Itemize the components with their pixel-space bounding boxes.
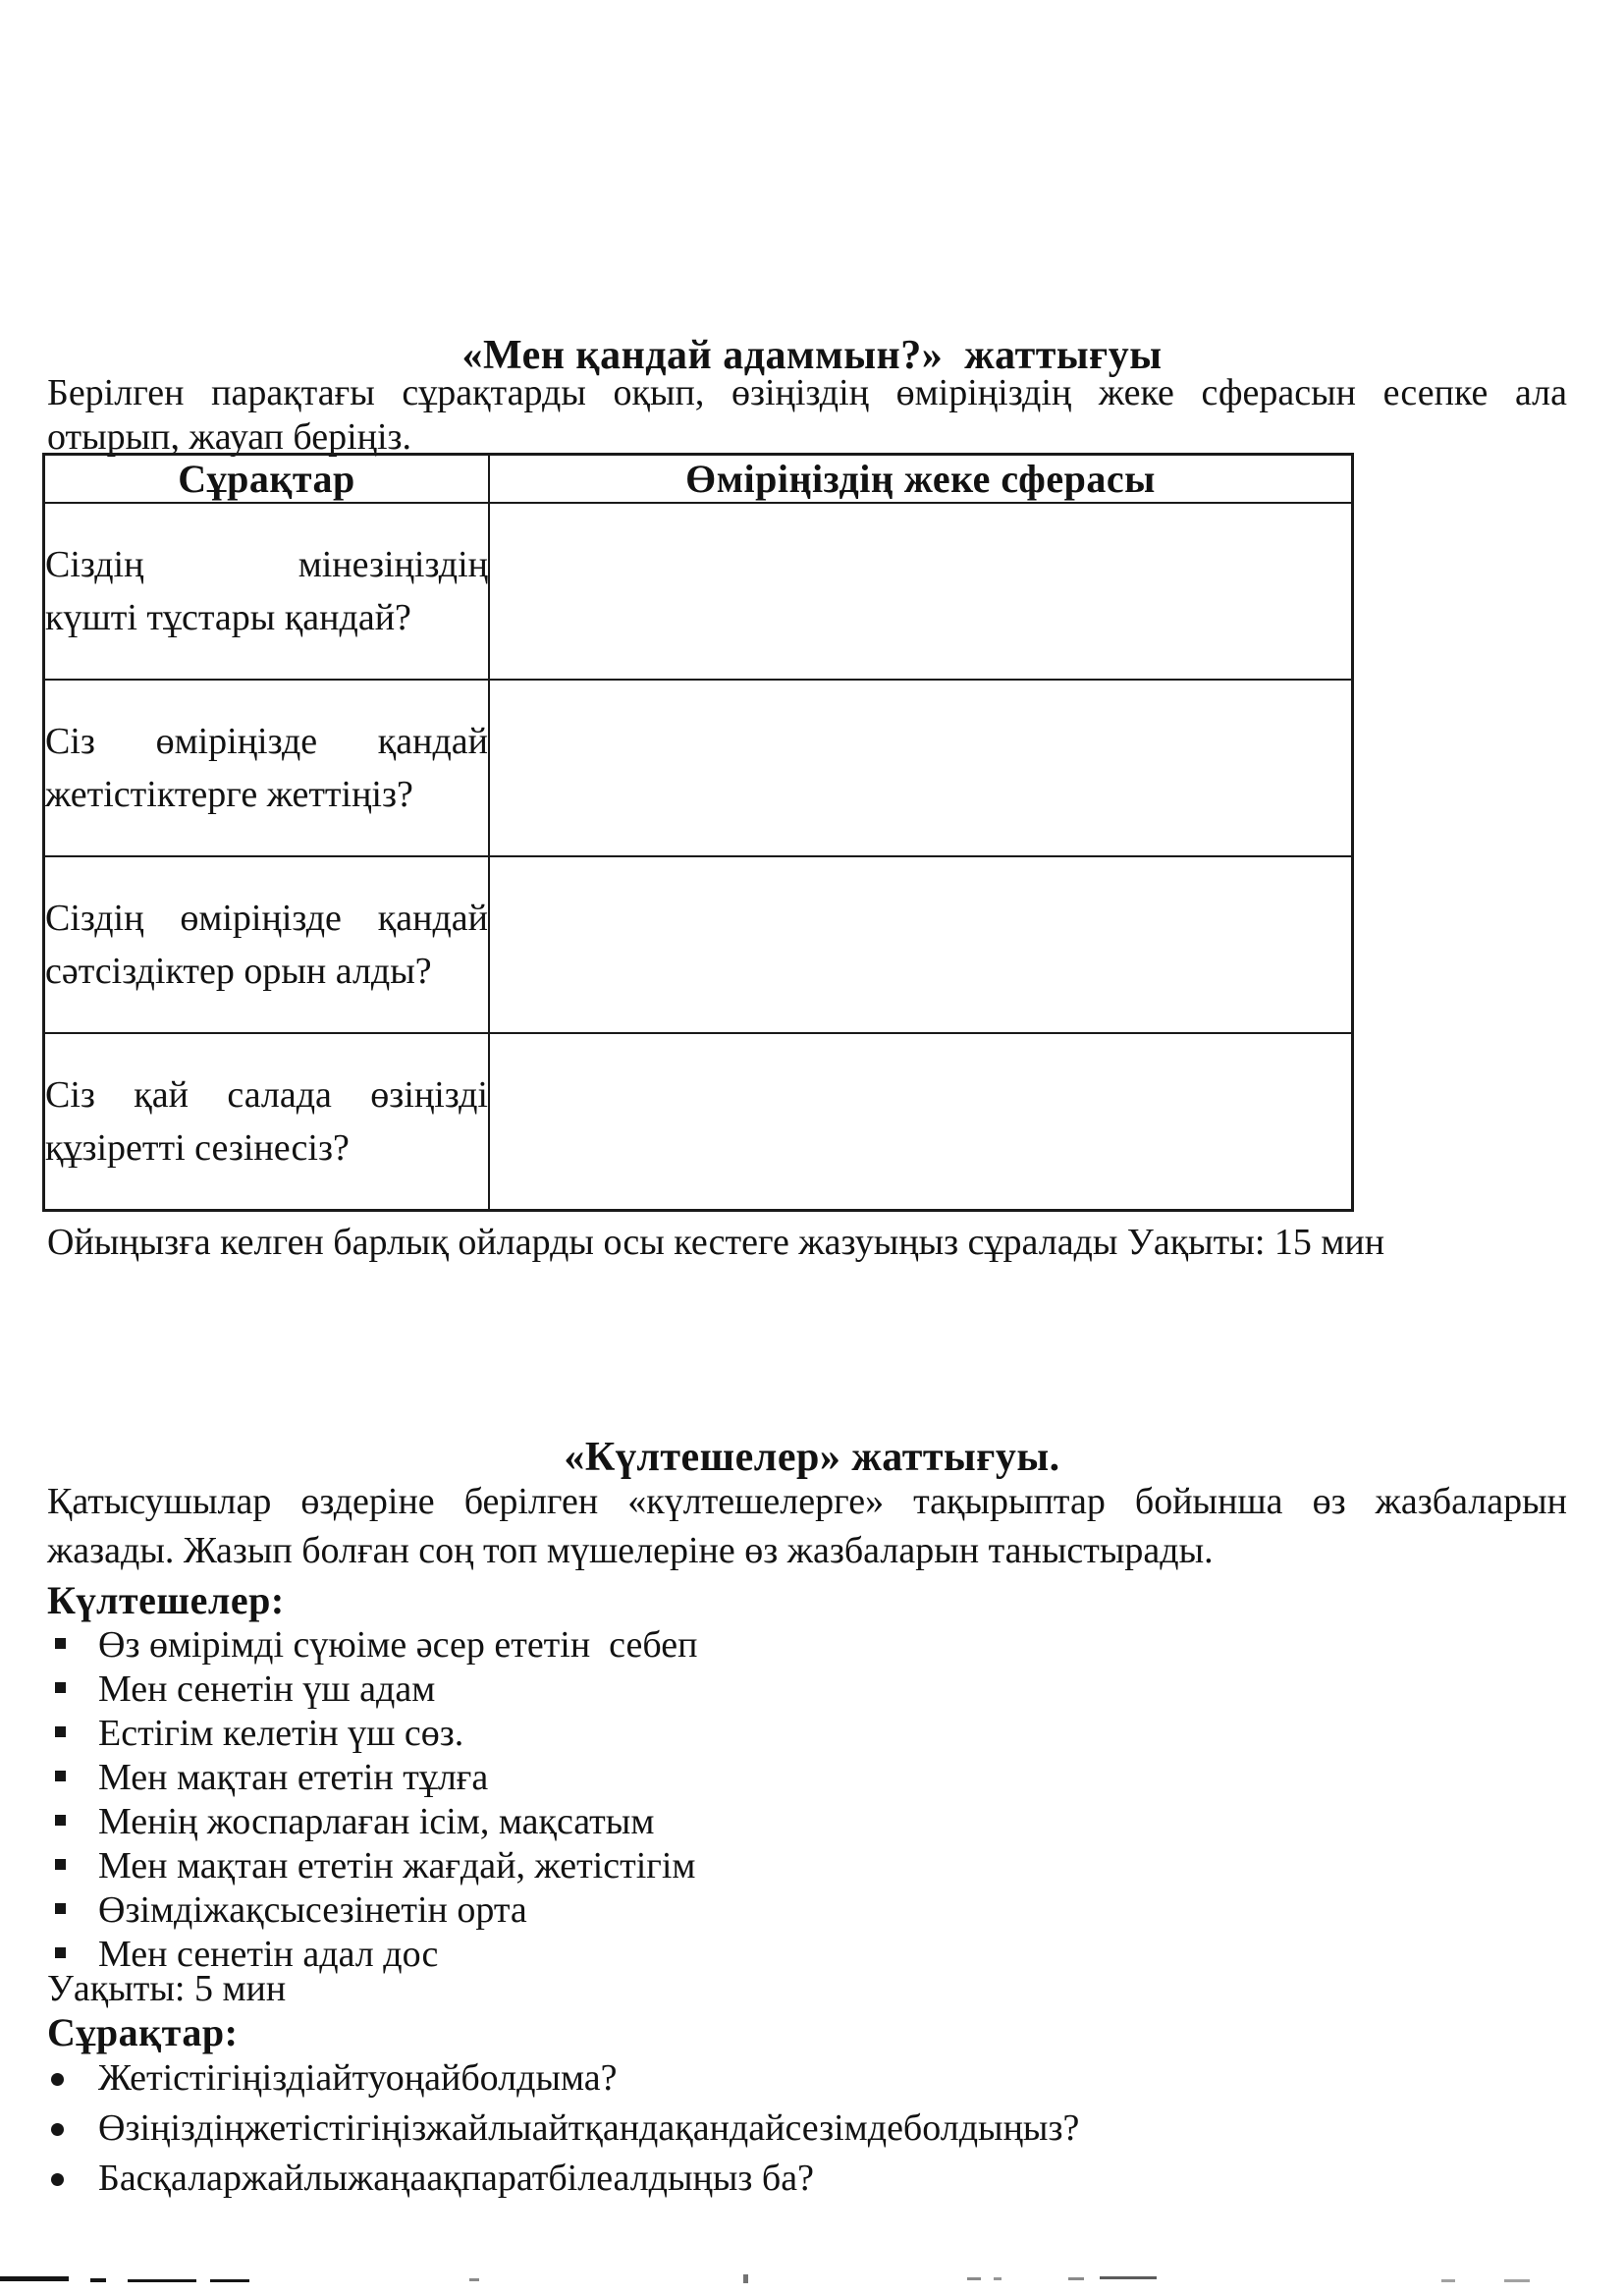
kultesheler-list xyxy=(47,1623,1520,1977)
list-item: Мен сенетін үш адам xyxy=(47,1667,1520,1712)
text-line: жазады. Жазып болған соң топ мүшелеріне өз жазбаларын таныстырады. xyxy=(47,1530,1214,1571)
answer-cell xyxy=(489,856,1353,1033)
list-item: Мен сенетін адал дос xyxy=(47,1933,1520,1977)
personal-sphere-column-header: Өміріңіздің жеке сферасы xyxy=(489,455,1353,504)
list-item: Өзімдіжақсысезінетін орта xyxy=(47,1888,1520,1933)
question-cell xyxy=(44,856,490,1033)
table-row xyxy=(44,503,1353,680)
exercise2-title: «Күлтешелер» жаттығуы. xyxy=(564,1435,1060,1480)
list-item: Жетістігіңіздіайтуоңайболдыма? xyxy=(47,2056,1520,2106)
question-cell xyxy=(44,1033,490,1211)
exercise2-intro xyxy=(47,1477,1567,1575)
questions-table xyxy=(42,453,1354,1212)
questions-label: Сұрақтар: xyxy=(47,2010,239,2054)
table-row xyxy=(44,856,1353,1033)
text-line: отырып, жауап беріңіз. xyxy=(47,416,412,458)
list-item: Мен мақтан ететін тұлға xyxy=(47,1756,1520,1800)
exercise1-intro xyxy=(47,371,1567,460)
question-cell xyxy=(44,503,490,680)
list-item: Өзіңіздіңжетістігіңізжайлыайтқандақандайсезімдеболдыңыз? xyxy=(47,2106,1520,2157)
questions-table-body xyxy=(44,503,1353,1211)
list-item: Естігім келетін үш сөз. xyxy=(47,1712,1520,1756)
question-line: сәтсіздіктер орын алды? xyxy=(45,951,432,992)
question-line: жетістіктерге жеттіңіз? xyxy=(45,774,413,815)
question-line: Сіз өміріңізде қандай xyxy=(45,721,488,762)
table-row xyxy=(44,1033,1353,1211)
answer-cell xyxy=(489,503,1353,680)
question-line: құзіретті сезінесіз? xyxy=(45,1127,350,1169)
text-line: Қатысушылар өздеріне берілген «күлтешелерге» тақырыптар бойынша өз жазбаларын xyxy=(47,1481,1567,1522)
exercise1-title: «Мен қандай адаммын?» жаттығуы xyxy=(461,333,1163,378)
table-footnote: Ойыңызға келген барлық ойларды осы кестеге жазуыңыз сұралады Уақыты: 15 мин xyxy=(47,1222,1385,1263)
question-line: Сіздің мінезіңіздің xyxy=(45,544,488,585)
question-line: күшті тұстары қандай? xyxy=(45,597,411,638)
questions-column-header: Сұрақтар xyxy=(44,455,490,504)
question-line: Сіздің өміріңізде қандай xyxy=(45,898,488,939)
question-cell xyxy=(44,680,490,856)
discussion-questions-list xyxy=(47,2056,1520,2207)
list-item: Басқаларжайлыжаңаақпаратбілеалдыңыз ба? xyxy=(47,2157,1520,2207)
list-item: Мен мақтан ететін жағдай, жетістігім xyxy=(47,1844,1520,1888)
answer-cell xyxy=(489,1033,1353,1211)
list-item: Менің жоспарлаған ісім, мақсатым xyxy=(47,1800,1520,1844)
answer-cell xyxy=(489,680,1353,856)
text-line: Берілген парақтағы сұрақтарды оқып, өзіңіздің өміріңіздің жеке сферасын есепке ала xyxy=(47,372,1567,413)
time-note: Уақыты: 5 мин xyxy=(47,1968,287,2009)
table-row xyxy=(44,680,1353,856)
questions-table-header xyxy=(44,455,1353,504)
list-item: Өз өмірімді сүюіме әсер ететін себеп xyxy=(47,1623,1520,1667)
question-line: Сіз қай салада өзіңізді xyxy=(45,1074,488,1116)
kultesheler-label: Күлтешелер: xyxy=(47,1578,285,1622)
